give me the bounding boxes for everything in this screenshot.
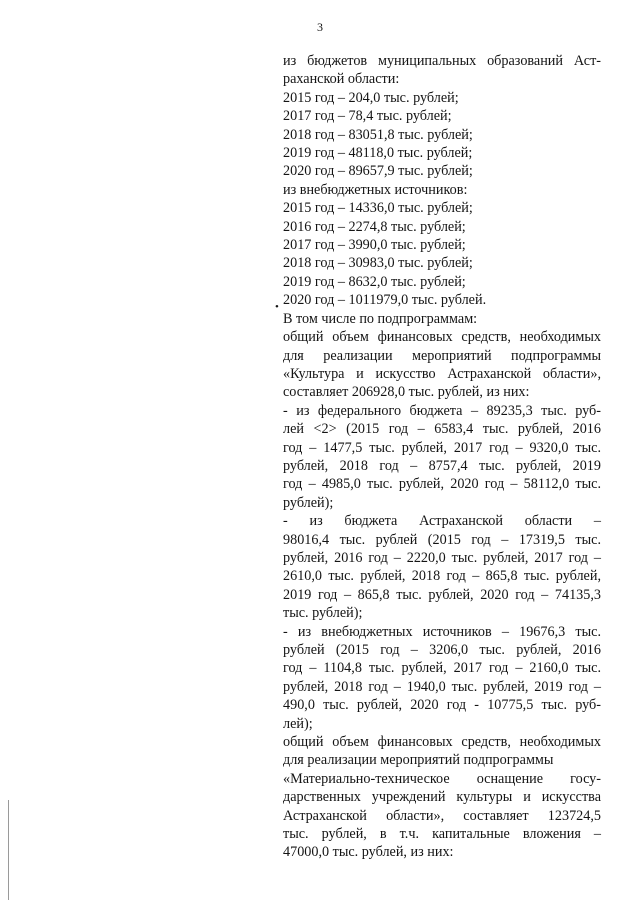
text-line: 490,0 тыс. рублей, 2020 год - 10775,5 тыс. руб-: [283, 697, 601, 714]
text-line: дарственных учреждений культуры и искусства: [283, 789, 601, 806]
text-line: Астраханской области», составляет 123724,5: [283, 807, 601, 824]
text-line: год – 1104,8 тыс. рублей, 2017 год – 2160,0 тыс.: [283, 660, 601, 677]
document-body: [283, 52, 601, 862]
text-line: рублей);: [283, 494, 334, 511]
text-line: 2610,0 тыс. рублей, 2018 год – 865,8 тыс. рублей,: [283, 568, 601, 585]
text-line: 98016,4 тыс. рублей (2015 год – 17319,5 тыс.: [283, 531, 601, 548]
bullet-mark: •: [275, 301, 279, 313]
text-line: 2019 год – 8632,0 тыс. рублей;: [283, 273, 466, 290]
text-line: 2017 год – 78,4 тыс. рублей;: [283, 108, 452, 125]
text-line: общий объем финансовых средств, необходимых: [283, 734, 601, 751]
text-line: - из федерального бюджета – 89235,3 тыс. руб-: [283, 402, 601, 419]
text-line: «Культура и искусство Астраханской области»,: [283, 365, 601, 382]
text-line: 2018 год – 30983,0 тыс. рублей;: [283, 255, 473, 272]
text-line: рублей, 2018 год – 1940,0 тыс. рублей, 2019 год –: [283, 678, 601, 695]
text-line: В том числе по подпрограммам:: [283, 310, 478, 327]
text-line: 47000,0 тыс. рублей, из них:: [283, 844, 454, 861]
text-line: из внебюджетных источников:: [283, 181, 468, 198]
text-line: рублей, 2016 год – 2220,0 тыс. рублей, 2017 год –: [283, 549, 601, 566]
text-line: 2019 год – 865,8 тыс. рублей, 2020 год – 74135,3: [283, 586, 601, 603]
text-line: - из бюджета Астраханской области –: [283, 513, 601, 530]
text-line: - из внебюджетных источников – 19676,3 тыс.: [283, 623, 601, 640]
text-line: из бюджетов муниципальных образований Аст-: [283, 53, 601, 69]
text-line: тыс. рублей);: [283, 605, 363, 622]
text-line: 2020 год – 89657,9 тыс. рублей;: [283, 163, 473, 180]
text-line: 2015 год – 204,0 тыс. рублей;: [283, 89, 459, 106]
text-line: рублей (2015 год – 3206,0 тыс. рублей, 2016: [283, 642, 601, 658]
text-line: 2019 год – 48118,0 тыс. рублей;: [283, 145, 473, 162]
text-line: 2015 год – 14336,0 тыс. рублей;: [283, 200, 473, 217]
text-line: год – 4985,0 тыс. рублей, 2020 год – 58112,0 тыс.: [283, 476, 601, 493]
text-line: 2016 год – 2274,8 тыс. рублей;: [283, 218, 466, 235]
text-line: общий объем финансовых средств, необходимых: [283, 329, 601, 346]
text-line: лей);: [283, 715, 313, 732]
text-line: тыс. рублей, в т.ч. капитальные вложения –: [283, 826, 601, 843]
text-line: раханской области:: [283, 71, 400, 88]
text-line: год – 1477,5 тыс. рублей, 2017 год – 9320,0 тыс.: [283, 439, 601, 456]
text-line: для реализации мероприятий подпрограммы: [283, 752, 554, 769]
text-line: 2017 год – 3990,0 тыс. рублей;: [283, 237, 466, 254]
text-line: составляет 206928,0 тыс. рублей, из них:: [283, 384, 530, 401]
text-line: для реализации мероприятий подпрограммы: [283, 347, 601, 364]
page-number: 3: [317, 20, 323, 34]
text-line: лей <2> (2015 год – 6583,4 тыс. рублей, 2016: [283, 421, 601, 438]
text-line: 2020 год – 1011979,0 тыс. рублей.: [283, 292, 487, 309]
text-line: рублей, 2018 год – 8757,4 тыс. рублей, 2019: [283, 457, 601, 474]
text-line: «Материально-техническое оснащение госу-: [283, 770, 601, 787]
text-line: 2018 год – 83051,8 тыс. рублей;: [283, 126, 473, 143]
scan-margin-line: [8, 800, 9, 900]
